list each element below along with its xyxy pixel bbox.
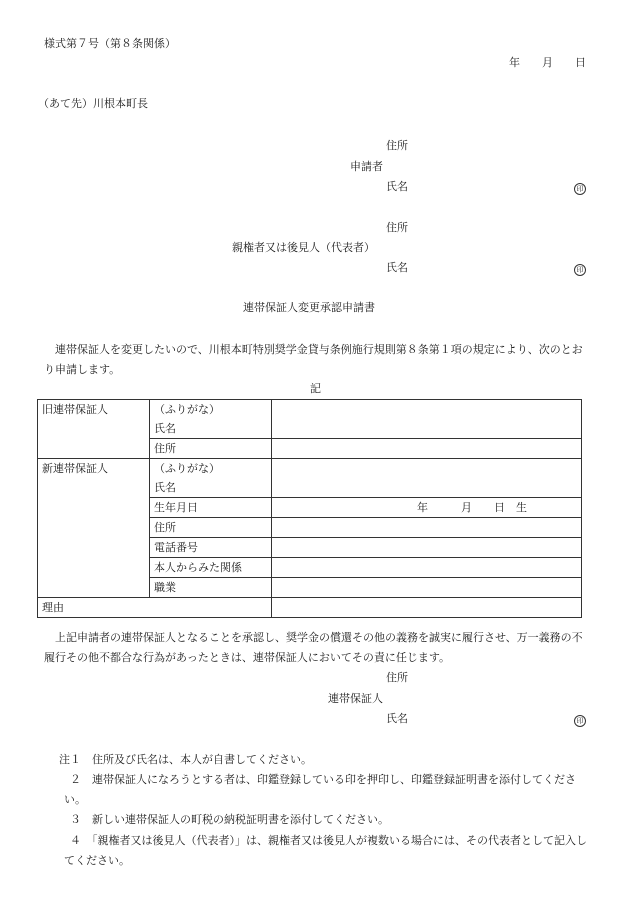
new-name-label: 氏名 (150, 478, 272, 498)
new-phone-label: 電話番号 (150, 538, 272, 558)
guarantor-name-label: 氏名 (386, 712, 408, 725)
new-address-label: 住所 (150, 518, 272, 538)
note-2: ２ 連帯保証人になろうとする者は、印鑑登録している印を押印し、印鑑登録証明書を添付してください。 (64, 773, 576, 806)
applicant-address-label: 住所 (386, 139, 408, 152)
note-3: ３ 新しい連帯保証人の町税の納税証明書を添付してください。 (70, 813, 389, 826)
guardian-role-label: 親権者又は後見人（代表者） (232, 241, 375, 254)
note-4: ４ 「親権者又は後見人（代表者）」は、親権者又は後見人が複数いる場合には、その代表者として記入してください。 (64, 834, 587, 867)
new-birthdate-field[interactable]: 年 月 日 生 (272, 498, 582, 518)
new-birthdate-label: 生年月日 (150, 498, 272, 518)
new-furigana-label: （ふりがな） (150, 459, 272, 479)
guarantor-seal-icon: 印 (574, 712, 586, 729)
guardian-address-label: 住所 (386, 221, 408, 234)
date-line: 年 月 日 (509, 56, 586, 69)
form-number: 様式第７号（第８条関係） (44, 37, 176, 50)
guarantor-table (37, 399, 582, 618)
guarantor-role-label: 連帯保証人 (328, 692, 383, 705)
new-occupation-field[interactable] (272, 578, 582, 598)
new-guarantor-label: 新連帯保証人 (38, 459, 150, 479)
old-address-field[interactable] (272, 439, 582, 459)
applicant-name-label: 氏名 (386, 180, 408, 193)
ki-label: 記 (310, 382, 321, 395)
applicant-role-label: 申請者 (350, 160, 383, 173)
old-name-field[interactable] (272, 400, 582, 439)
document-title: 連帯保証人変更承認申請書 (243, 301, 375, 314)
new-relation-label: 本人からみた関係 (150, 558, 272, 578)
old-furigana-label: （ふりがな） (150, 400, 272, 420)
intro-paragraph: 連帯保証人を変更したいので、川根本町特別奨学金貸与条例施行規則第８条第１項の規定により、次のとおり申請します。 (44, 343, 583, 376)
new-relation-field[interactable] (272, 558, 582, 578)
reason-field[interactable] (272, 598, 582, 618)
guardian-name-label: 氏名 (386, 261, 408, 274)
reason-label: 理由 (38, 598, 272, 618)
new-name-field[interactable] (272, 459, 582, 498)
new-phone-field[interactable] (272, 538, 582, 558)
addressee: （あて先）川根本町長 (38, 97, 148, 110)
old-address-label: 住所 (150, 439, 272, 459)
guardian-seal-icon: 印 (574, 261, 586, 278)
applicant-seal-icon: 印 (574, 180, 586, 197)
consent-paragraph: 上記申請者の連帯保証人となることを承認し、奨学金の償還その他の義務を誠実に履行させ、万一義務の不履行その他不都合な行為があったときは、連帯保証人においてその責に任じます。 (44, 631, 583, 664)
old-guarantor-label: 旧連帯保証人 (38, 400, 150, 420)
guarantor-address-label: 住所 (386, 671, 408, 684)
new-occupation-label: 職業 (150, 578, 272, 598)
new-address-field[interactable] (272, 518, 582, 538)
old-name-label: 氏名 (150, 419, 272, 439)
note-1: 注１ 住所及び氏名は、本人が自書してください。 (59, 753, 312, 766)
